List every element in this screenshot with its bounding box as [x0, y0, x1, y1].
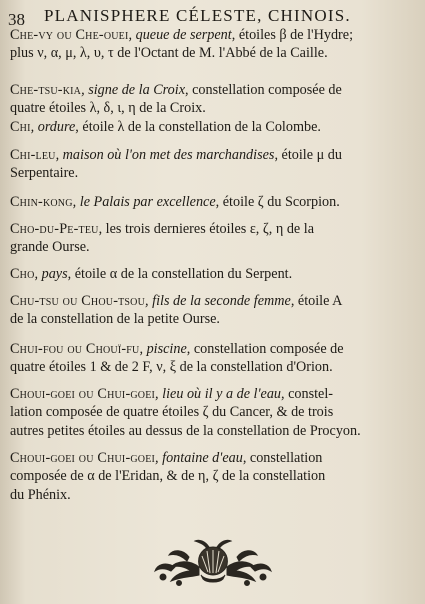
entry-line — [10, 238, 410, 256]
catalog-entry — [10, 118, 410, 136]
entry-line — [10, 403, 410, 421]
running-title: PLANISPHERE CÉLESTE, CHINOIS. — [44, 6, 351, 25]
entry-line — [10, 26, 410, 44]
floral-tailpiece-icon — [149, 537, 277, 589]
entry-line — [10, 265, 410, 283]
entry-line — [10, 164, 410, 182]
entry-text: , les trois dernieres étoiles ε, ζ, η de la — [98, 221, 315, 237]
entry-meaning: , ordure — [30, 119, 76, 135]
catalog-entry — [10, 193, 410, 211]
entry-meaning: , fils de la seconde femme — [145, 293, 291, 309]
entry-text: autres petites étoiles au dessus de la constellation de Procyon. — [10, 422, 361, 439]
catalog-entry — [10, 81, 410, 118]
entry-text: composée de α de l'Eridan, & de η, ζ de la constellation — [10, 468, 326, 485]
entry-headword: Choui-goei ou Chui-goei — [10, 450, 156, 466]
entry-headword: Che-vy ou Che-ouei — [10, 27, 129, 43]
entry-text: , constellation composée de — [186, 341, 344, 357]
entry-headword: Chi-leu — [10, 147, 56, 163]
entry-line — [10, 358, 410, 376]
entry-line — [10, 467, 410, 485]
entry-text: du Phénix. — [10, 486, 71, 503]
entry-text: grande Ourse. — [10, 239, 90, 256]
entry-text: , étoile λ de la constellation de la Colombe. — [75, 119, 321, 135]
catalog-entry — [10, 220, 410, 257]
entry-line — [10, 486, 410, 504]
entry-line — [10, 81, 410, 99]
catalog-entry — [10, 385, 410, 440]
entry-line — [10, 385, 410, 403]
entry-headword: Choui-goei ou Chui-goei — [10, 386, 156, 402]
catalog-entry — [10, 292, 410, 329]
entry-meaning: , le Palais par excellence — [72, 194, 216, 210]
entry-line — [10, 118, 410, 136]
entry-line — [10, 44, 410, 62]
entry-line — [10, 310, 410, 328]
entry-meaning: , lieu où il y a de l'eau — [155, 386, 282, 402]
entry-text: quatre étoiles 1 & de 2 F, ν, ξ de la constellation d'Orion. — [10, 359, 333, 376]
catalog-entry — [10, 146, 410, 183]
catalog-entry — [10, 26, 410, 63]
entry-text: plus ν, α, μ, λ, υ, τ de l'Octant de M. l'Abbé de la Caille. — [10, 45, 328, 62]
entry-line — [10, 220, 410, 238]
entry-headword: Chu-tsu ou Chou-tsou — [10, 293, 146, 309]
entry-text: , constel- — [281, 386, 334, 402]
entry-headword: Chui-fou ou Chouï-fu — [10, 341, 140, 357]
entry-meaning: , queue de serpent — [128, 27, 232, 43]
entry-line — [10, 292, 410, 310]
catalog-entry — [10, 265, 410, 283]
entry-text: lation composée de quatre étoiles ζ du Cancer, & de trois — [10, 404, 334, 421]
catalog-entry — [10, 449, 410, 504]
entry-text: , étoile A — [290, 293, 343, 309]
entry-text: de la constellation de la petite Ourse. — [10, 311, 220, 328]
entry-line — [10, 146, 410, 164]
entry-text: , étoile ζ du Scorpion. — [215, 194, 340, 210]
entry-meaning: , pays — [34, 266, 68, 282]
entry-text: , constellation composée de — [185, 82, 342, 98]
entry-text: , étoile μ du — [274, 147, 342, 163]
entry-meaning: , fontaine d'eau — [155, 450, 243, 466]
entry-text: Serpentaire. — [10, 165, 79, 182]
catalog-entry — [10, 340, 410, 377]
entry-headword: Chi — [10, 119, 31, 135]
entry-text: , étoile α de la constellation du Serpent. — [67, 266, 293, 282]
entry-line — [10, 99, 410, 117]
entry-headword: Cho — [10, 266, 35, 282]
entry-text: , étoiles β de l'Hydre; — [231, 27, 354, 43]
entry-line — [10, 340, 410, 358]
page-number: 38 — [8, 10, 25, 29]
entry-meaning: , maison où l'on met des marchandises — [55, 147, 275, 163]
entry-meaning: , piscine — [139, 341, 187, 357]
entry-meaning: , signe de la Croix — [81, 82, 186, 98]
entry-headword: Cho-du-Pe-teu — [10, 221, 99, 237]
entry-headword: Chin-kong — [10, 194, 73, 210]
entry-text: quatre étoiles λ, δ, ι, η de la Croix. — [10, 100, 206, 117]
entry-line — [10, 449, 410, 467]
entry-line — [10, 193, 410, 211]
entry-line — [10, 422, 410, 440]
entry-headword: Che-tsu-kia — [10, 82, 82, 98]
entry-text: , constellation — [242, 450, 323, 466]
